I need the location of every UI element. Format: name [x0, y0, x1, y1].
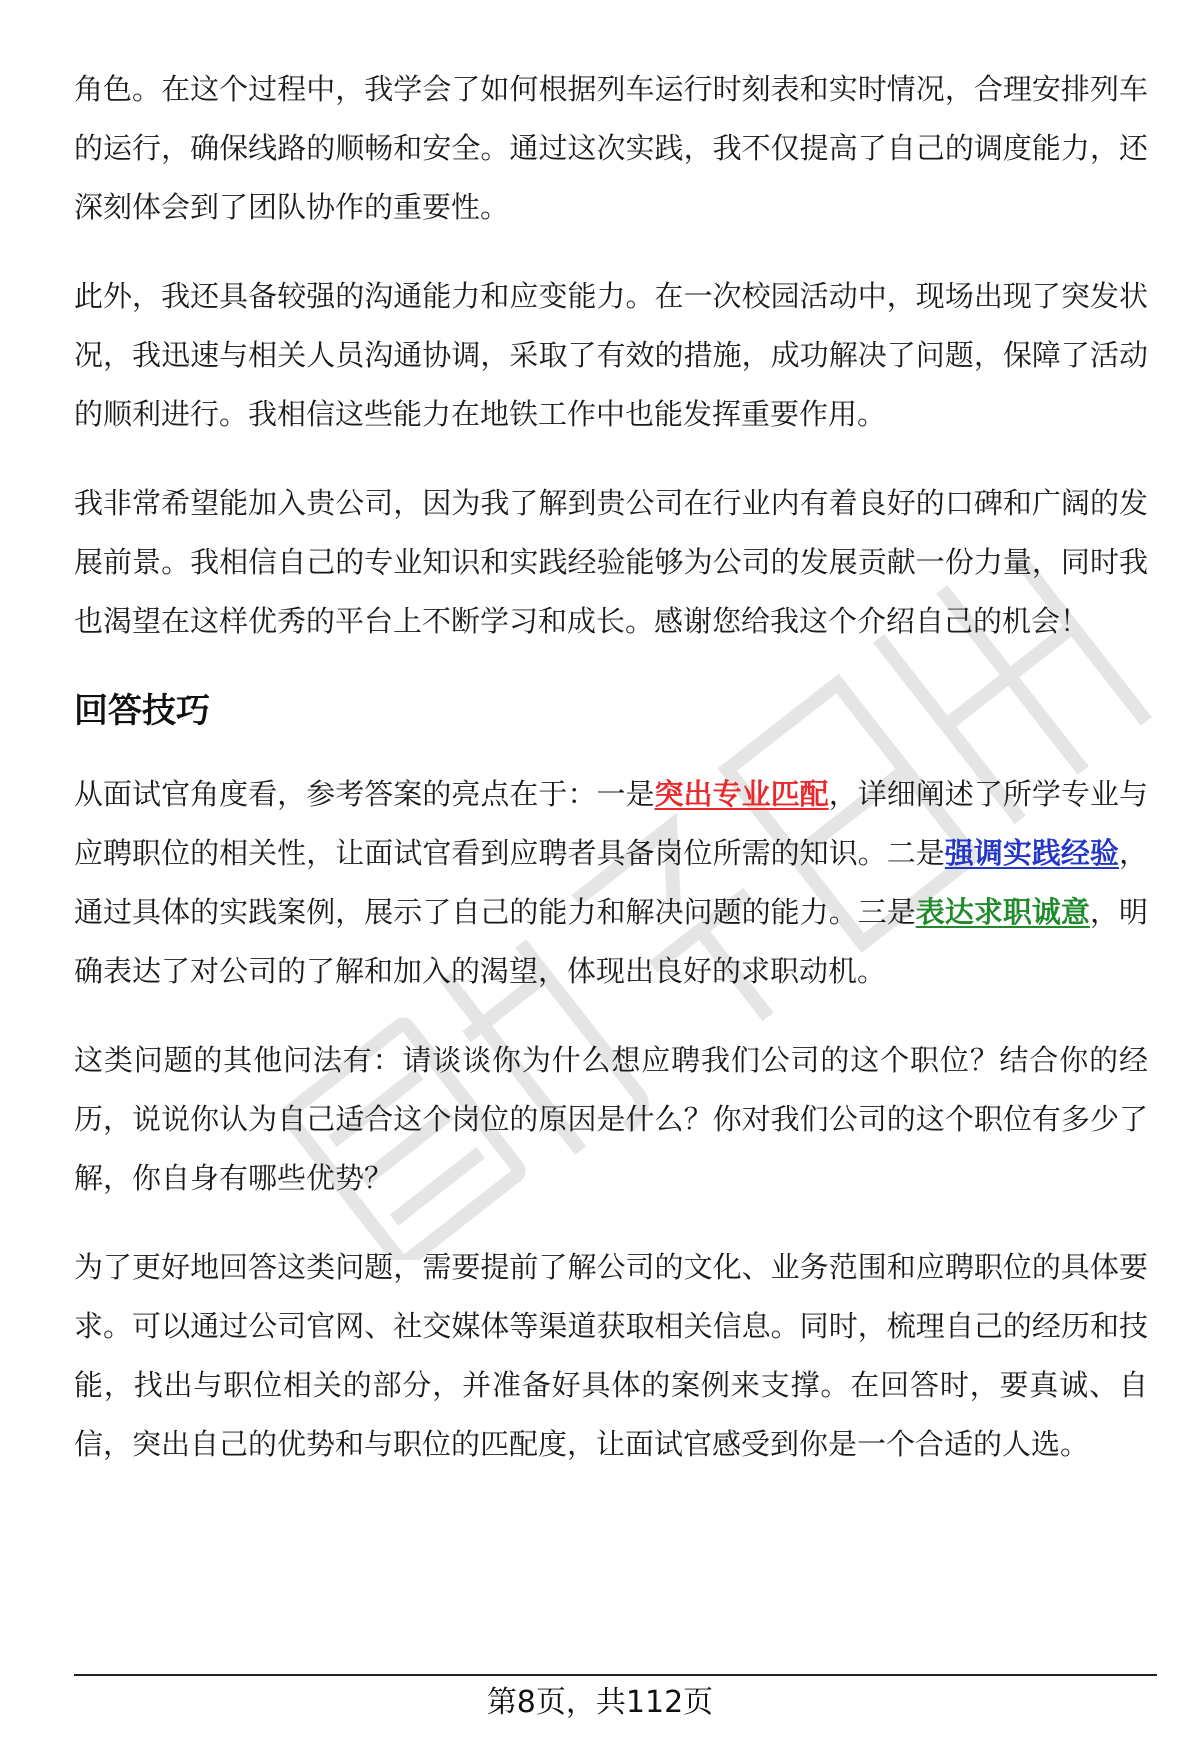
highlight-job-sincerity: 表达求职诚意 — [915, 895, 1090, 929]
footer-divider — [74, 1674, 1157, 1676]
highlight-practice-experience: 强调实践经验 — [944, 836, 1119, 870]
section-heading: 回答技巧 — [74, 691, 210, 731]
body-paragraph-3: 我非常希望能加入贵公司，因为我了解到贵公司在行业内有着良好的口碑和广阔的发展前景。我相信自己的专业知识和实践经验能够为公司的发展贡献一份力量，同时我也渴望在这样优秀的平台上不断学习和成长。感谢您给我这个介绍自己的机会！ — [74, 486, 1148, 638]
highlight-professional-match: 突出专业匹配 — [654, 777, 829, 811]
alternate-questions-paragraph: 这类问题的其他问法有：请谈谈你为什么想应聘我们公司的这个职位？结合你的经历，说说你认为自己适合这个岗位的原因是什么？你对我们公司的这个职位有多少了解，你自身有哪些优势？ — [74, 1043, 1148, 1195]
preparation-advice-paragraph: 为了更好地回答这类问题，需要提前了解公司的文化、业务范围和应聘职位的具体要求。可以通过公司官网、社交媒体等渠道获取相关信息。同时，梳理自己的经历和技能，找出与职位相关的部分，并准备好具体的案例来支撑。在回答时，要真诚、自信，突出自己的优势和与职位的匹配度，让面试官感受到你是一个合适的人选。 — [74, 1250, 1148, 1461]
tips-part3-text: ，明确表达了对公司的了解和加入的渴望，体现出良好的求职动机。 — [74, 895, 1148, 988]
body-paragraph-2: 此外，我还具备较强的沟通能力和应变能力。在一次校园活动中，现场出现了突发状况，我迅速与相关人员沟通协调，采取了有效的措施，成功解决了问题，保障了活动的顺利进行。我相信这些能力在地铁工作中也能发挥重要作用。 — [74, 279, 1148, 431]
tips-intro-text: 从面试官角度看，参考答案的亮点在于：一是 — [74, 777, 655, 811]
main-content — [74, 60, 1148, 1504]
tips-part1-text: ，详细阐述了所学专业与应聘职位的相关性，让面试官看到应聘者具备岗位所需的知识。二是 — [74, 777, 1148, 870]
tips-paragraph — [74, 765, 1148, 1001]
tips-part2-text: ，通过具体的实践案例，展示了自己的能力和解决问题的能力。三是 — [74, 836, 1148, 929]
body-paragraph-1: 角色。在这个过程中，我学会了如何根据列车运行时刻表和实时情况，合理安排列车的运行，确保线路的顺畅和安全。通过这次实践，我不仅提高了自己的调度能力，还深刻体会到了团队协作的重要性。 — [74, 72, 1148, 224]
page-number: 第8页，共112页 — [486, 1685, 714, 1720]
